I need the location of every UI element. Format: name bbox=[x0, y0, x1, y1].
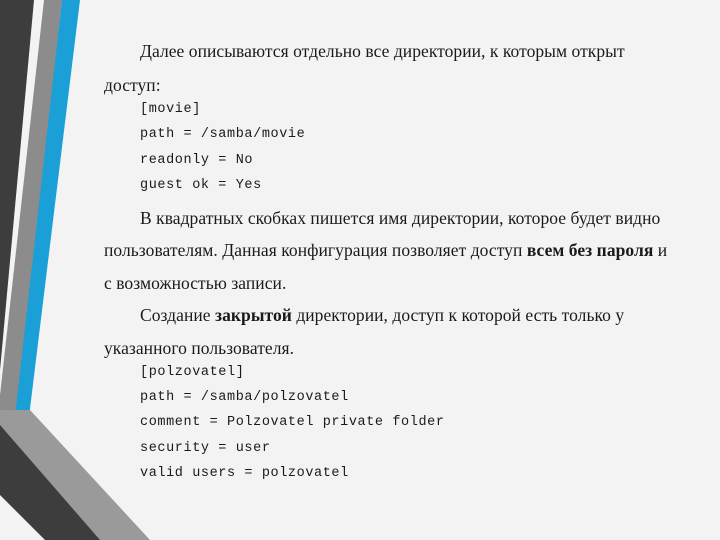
paragraph2-line2 bbox=[104, 240, 667, 261]
code1-line-guest: guest ok = Yes bbox=[140, 178, 262, 193]
paragraph3-bold-word: закрытой bbox=[215, 305, 292, 325]
paragraph1-line1: Далее описываются отдельно все директории, к которым открыт bbox=[140, 41, 625, 61]
paragraph3-line1 bbox=[140, 305, 624, 326]
paragraph2-line1: В квадратных скобках пишется имя директории, которое будет видно bbox=[140, 208, 661, 228]
code1-line-readonly: readonly = No bbox=[140, 153, 254, 168]
paragraph2-line3: с возможностью записи. bbox=[104, 273, 287, 293]
paragraph2-line2-end: и bbox=[653, 240, 668, 260]
code2-line-comment: comment = Polzovatel private folder bbox=[140, 415, 445, 430]
paragraph1-line2: доступ: bbox=[104, 75, 161, 95]
code1-line-path: path = /samba/movie bbox=[140, 127, 306, 142]
paragraph3-line1-start: Создание bbox=[140, 305, 216, 325]
paragraph3-line1-end: директории, доступ к которой есть только у bbox=[291, 305, 625, 325]
paragraph2-line2-text: пользователям. Данная конфигурация позволяет доступ bbox=[104, 240, 527, 260]
paragraph2-bold-phrase: всем без пароля bbox=[526, 240, 654, 260]
code2-line-security: security = user bbox=[140, 441, 271, 456]
code1-line-section: [movie] bbox=[140, 102, 201, 117]
paragraph3-line2: указанного пользователя. bbox=[104, 338, 295, 358]
code2-line-valid-users: valid users = polzovatel bbox=[140, 466, 349, 481]
code2-line-section: [polzovatel] bbox=[140, 365, 245, 380]
code2-line-path: path = /samba/polzovatel bbox=[140, 390, 349, 405]
